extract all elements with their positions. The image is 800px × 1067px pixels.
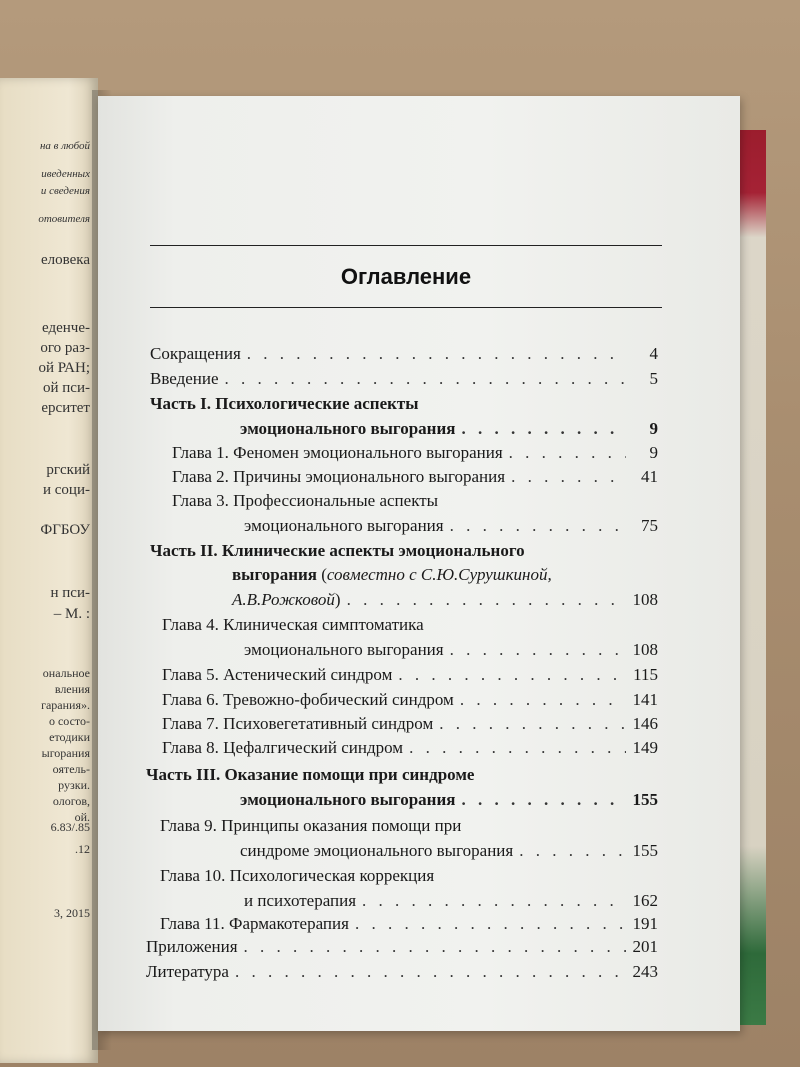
title-rule [150, 307, 662, 308]
toc-leader-dots [511, 467, 626, 487]
top-rule [150, 245, 662, 246]
left-page-fragment: ерситет [41, 400, 90, 416]
toc-entry [232, 586, 658, 610]
toc-entry-label: эмоционального выгорания [240, 419, 456, 438]
toc-entry [172, 463, 658, 487]
left-page-fragment: .12 [75, 842, 90, 856]
toc-entry-heading: Глава 4. Клиническая симптоматика [162, 615, 424, 634]
toc-entry [162, 710, 658, 734]
toc-leader-dots [450, 640, 626, 660]
toc-entry [160, 910, 658, 934]
toc-leader-dots [247, 344, 626, 364]
toc-entry-label [232, 590, 341, 610]
left-page-fragment: ологов, [52, 794, 90, 808]
toc-entry-heading [232, 561, 552, 585]
left-page-fragment: вления [54, 682, 90, 696]
toc-entry-label: Глава 6. Тревожно-фобический синдром [162, 690, 454, 709]
toc-entry-heading: Часть III. Оказание помощи при синдроме [146, 765, 475, 784]
toc-page-number: 149 [632, 738, 658, 757]
toc-leader-dots [519, 841, 626, 861]
toc-page-number: 155 [632, 841, 658, 860]
left-page-fragment: о состо- [48, 714, 90, 728]
toc-entry-heading: Глава 9. Принципы оказания помощи при [160, 816, 462, 835]
toc-page-number: 162 [632, 891, 658, 910]
toc-leader-dots [362, 891, 626, 911]
toc-entry-label: Введение [150, 369, 219, 388]
toc-leader-dots [244, 937, 626, 957]
left-page-fragment: ыгорания [41, 746, 90, 760]
toc-page-number: 5 [649, 369, 658, 388]
left-page-fragment: ой РАН; [38, 360, 90, 376]
toc-entry-label: Сокращения [150, 344, 241, 363]
toc-leader-dots [509, 443, 626, 463]
toc-page-number: 155 [632, 790, 658, 809]
left-page-fragment: ого раз- [40, 340, 90, 356]
left-page-fragment: ргский [46, 462, 90, 478]
left-page-fragment: ональное [42, 666, 90, 680]
toc-entry-label-italic: А.В.Рожковой [232, 590, 335, 609]
book-edge [738, 130, 766, 1025]
toc-leader-dots [355, 914, 626, 934]
toc-entry [240, 415, 658, 439]
toc-entry-part: ( [317, 565, 327, 584]
toc-leader-dots [461, 790, 626, 810]
toc-entry-label: Глава 2. Причины эмоционального выгорания [172, 467, 506, 486]
left-page-fragment: етодики [49, 730, 90, 744]
toc-page-number: 9 [649, 419, 658, 438]
toc-leader-dots [439, 714, 626, 734]
toc-page-number: 146 [632, 714, 658, 733]
toc-entry-part: выгорания [232, 565, 317, 584]
toc-entry-label: эмоционального выгорания [244, 640, 444, 659]
left-page-fragment: – М. : [53, 606, 90, 622]
toc-entry-label: Глава 5. Астенический синдром [162, 665, 393, 684]
toc-page-number: 4 [649, 344, 658, 363]
toc-entry-label: синдроме эмоционального выгорания [240, 841, 514, 860]
toc-page-number: 243 [632, 962, 658, 981]
toc-entry-label-suffix: ) [334, 590, 341, 609]
left-page-fragment: н пси- [50, 585, 90, 601]
toc-entry [162, 734, 658, 758]
toc-entry [146, 933, 658, 957]
toc-page-number: 9 [649, 443, 658, 462]
toc-entry-part: совместно с С.Ю.Сурушкиной, [326, 565, 552, 584]
toc-page-number: 141 [632, 690, 658, 709]
toc-page-number: 108 [632, 590, 658, 609]
toc-entry [172, 439, 658, 463]
toc-entry-label: и психотерапия [244, 891, 357, 910]
toc-page-number: 108 [632, 640, 658, 659]
toc-page-number: 201 [632, 937, 658, 956]
left-page [0, 78, 98, 1063]
toc-entry-label: Глава 7. Психовегетативный синдром [162, 714, 434, 733]
left-page-fragment: рузки. [58, 778, 90, 792]
toc-leader-dots [235, 962, 626, 982]
toc-leader-dots [409, 738, 626, 758]
toc-entry-label: Глава 8. Цефалгический синдром [162, 738, 404, 757]
toc-entry-heading: Глава 10. Психологическая коррекция [160, 866, 435, 885]
toc-page-number: 41 [641, 467, 658, 486]
toc-entry [244, 887, 658, 911]
toc-entry [162, 686, 658, 710]
left-page-fragment: еденче- [42, 320, 90, 336]
toc-leader-dots [450, 516, 626, 536]
toc-entry-label: Приложения [146, 937, 238, 956]
toc-entry [150, 340, 658, 364]
left-page-fragment: ФГБОУ [40, 522, 90, 538]
toc-page-number: 191 [632, 914, 658, 933]
left-page-fragment: ой пси- [43, 380, 90, 396]
toc-page-number: 75 [641, 516, 658, 535]
toc-entry [162, 661, 658, 685]
toc-entry-label: Глава 11. Фармакотерапия [160, 914, 349, 933]
toc-leader-dots [225, 369, 626, 389]
toc-entry [244, 512, 658, 536]
left-page-fragment: иведенных [41, 168, 90, 180]
left-page-fragment: оятель- [52, 762, 90, 776]
left-page-fragment: гарания». [41, 698, 90, 712]
toc-page-number: 115 [633, 665, 658, 684]
left-page-fragment: ой. [74, 810, 90, 824]
toc-entry [146, 958, 658, 982]
toc-entry-label: эмоционального выгорания [240, 790, 456, 809]
toc-entry [150, 365, 658, 389]
toc-entry-label: эмоционального выгорания [244, 516, 444, 535]
toc-leader-dots [347, 590, 626, 610]
toc-entry [240, 786, 658, 810]
toc-leader-dots [398, 665, 626, 685]
left-page-fragment: еловека [40, 252, 90, 268]
left-page-fragment: и соци- [43, 482, 90, 498]
toc-leader-dots [461, 419, 626, 439]
toc-entry [240, 837, 658, 861]
left-page-fragment: 3, 2015 [54, 906, 90, 920]
toc-entry-label: Литература [146, 962, 229, 981]
left-page-fragment: 6.83/.85 [50, 820, 90, 834]
left-page-fragment: отовителя [38, 213, 90, 225]
toc-entry-label: Глава 1. Феномен эмоционального выгорания [172, 443, 503, 462]
toc-entry-heading: Часть II. Клинические аспекты эмоционального [150, 541, 525, 560]
left-page-fragment: на в любой [39, 140, 90, 152]
toc-entry-heading: Глава 3. Профессиональные аспекты [172, 491, 439, 510]
toc-title: Оглавление [340, 264, 472, 289]
left-page-fragment: и сведения [40, 185, 90, 197]
toc-leader-dots [460, 690, 626, 710]
toc-entry [244, 636, 658, 660]
toc-entry-heading: Часть I. Психологические аспекты [150, 394, 419, 413]
